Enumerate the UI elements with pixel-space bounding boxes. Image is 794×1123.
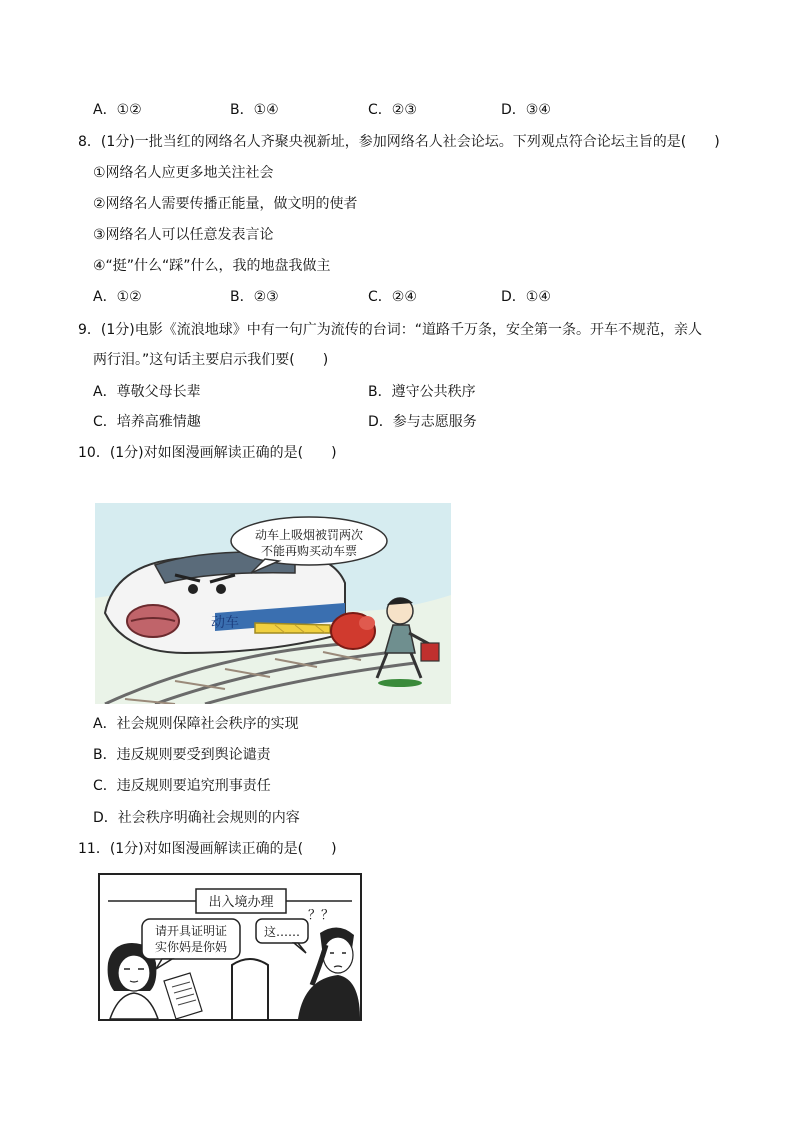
train-smoking-cartoon-illustration xyxy=(95,503,451,704)
q8-statement-4: ④“挺”什么“踩”什么，我的地盘我做主 xyxy=(93,258,331,274)
q9-stem-line1: 9．(1分)电影《流浪地球》中有一句广为流传的台词：“道路千万条，安全第一条。开车不规范，亲人 xyxy=(78,322,702,338)
train-label: 动车 xyxy=(211,615,239,631)
q8-option-d: D．①④ xyxy=(501,289,551,305)
bullet-train xyxy=(105,552,345,653)
man-text: 这…… xyxy=(263,925,301,939)
immigration-office-cartoon-illustration xyxy=(98,873,362,1021)
q11-stem: 11．(1分)对如图漫画解读正确的是( ) xyxy=(78,841,337,857)
q8-statement-2: ②网络名人需要传播正能量，做文明的使者 xyxy=(93,196,358,212)
q8-statement-3: ③网络名人可以任意发表言论 xyxy=(93,227,274,243)
q10-option-b: B．违反规则要受到舆论谴责 xyxy=(93,747,271,763)
q7-option-d: D．③④ xyxy=(501,102,551,118)
q8-option-b: B．②③ xyxy=(230,289,279,305)
question-marks: ？？ xyxy=(308,908,335,923)
q8-option-a: A．①② xyxy=(93,289,142,305)
q10-stem: 10．(1分)对如图漫画解读正确的是( ) xyxy=(78,445,337,461)
q9-stem-line2: 两行泪。”这句话主要启示我们要( ) xyxy=(93,352,329,368)
clerk-line2: 实你妈是你妈 xyxy=(154,940,228,954)
q9-option-a: A．尊敬父母长辈 xyxy=(93,384,201,400)
q7-option-c: C．②③ xyxy=(368,102,417,118)
q7-option-b: B．①④ xyxy=(230,102,279,118)
clerk-line1: 请开具证明证 xyxy=(154,924,228,938)
q11-cartoon xyxy=(98,873,362,1021)
q8-statement-1: ①网络名人应更多地关注社会 xyxy=(93,165,274,181)
q9-option-c: C．培养高雅情趣 xyxy=(93,414,201,430)
bubble-line1: 动车上吸烟被罚两次 xyxy=(254,528,364,542)
q7-option-a: A．①② xyxy=(93,102,142,118)
q8-option-c: C．②④ xyxy=(368,289,417,305)
q10-option-d: D．社会秩序明确社会规则的内容 xyxy=(93,810,300,826)
q10-option-a: A．社会规则保障社会秩序的实现 xyxy=(93,716,299,732)
office-sign: 出入境办理 xyxy=(208,895,274,910)
q9-option-b: B．遵守公共秩序 xyxy=(368,384,476,400)
q10-cartoon xyxy=(95,503,451,704)
q10-option-c: C．违反规则要追究刑事责任 xyxy=(93,778,271,794)
q8-stem: 8．(1分)一批当红的网络名人齐聚央视新址，参加网络名人社会论坛。下列观点符合论坛主旨的是( ) xyxy=(78,134,720,150)
q9-option-d: D．参与志愿服务 xyxy=(368,414,477,430)
bubble-line2: 不能再购买动车票 xyxy=(260,544,358,558)
